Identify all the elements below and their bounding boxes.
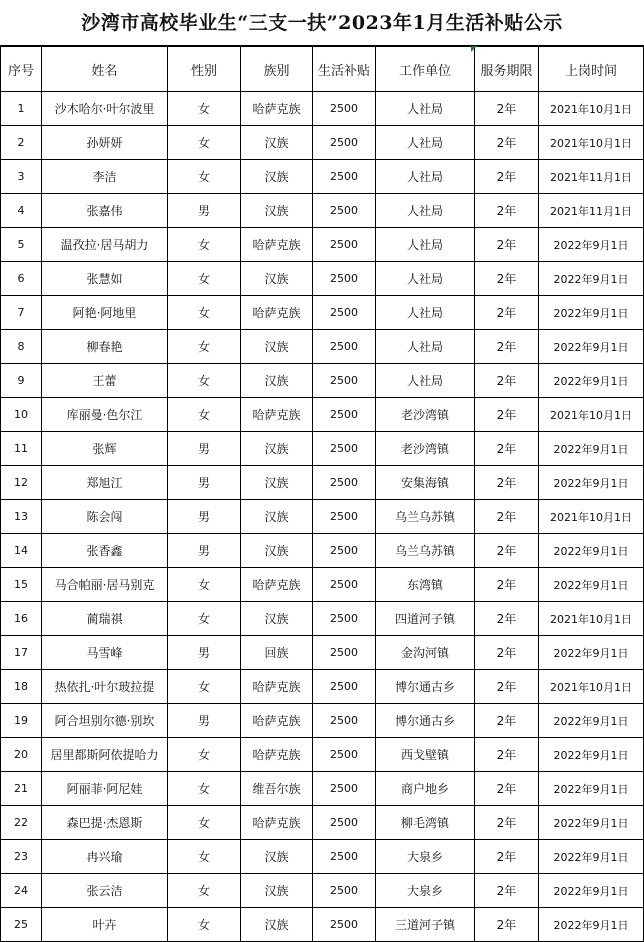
- cell-name: 王蕾: [42, 364, 168, 398]
- cell-name: 张慧如: [42, 262, 168, 296]
- cell-gender: 女: [168, 364, 241, 398]
- cell-start-date: 2021年10月1日: [539, 500, 644, 534]
- cell-work-unit: 人社局: [376, 364, 475, 398]
- cell-ethnicity: 汉族: [241, 840, 313, 874]
- cell-gender: 女: [168, 874, 241, 908]
- cell-name: 沙木哈尔·叶尔波里: [42, 92, 168, 126]
- table-row: [1, 296, 644, 330]
- cell-index: 11: [1, 432, 42, 466]
- cell-start-date: 2022年9月1日: [539, 432, 644, 466]
- cell-subsidy: 2500: [313, 670, 376, 704]
- cell-index: 3: [1, 160, 42, 194]
- cell-subsidy: 2500: [313, 840, 376, 874]
- cell-index: 21: [1, 772, 42, 806]
- cell-gender: 女: [168, 670, 241, 704]
- cell-gender: 女: [168, 602, 241, 636]
- cell-subsidy: 2500: [313, 704, 376, 738]
- cell-work-unit: 人社局: [376, 228, 475, 262]
- table-row: [1, 704, 644, 738]
- cell-work-unit: 人社局: [376, 92, 475, 126]
- cell-subsidy: 2500: [313, 160, 376, 194]
- cell-ethnicity: 汉族: [241, 330, 313, 364]
- cell-start-date: 2022年9月1日: [539, 568, 644, 602]
- cell-ethnicity: 哈萨克族: [241, 228, 313, 262]
- cell-name: 阿合坦别尔德·别坎: [42, 704, 168, 738]
- cell-subsidy: 2500: [313, 92, 376, 126]
- cell-ethnicity: 哈萨克族: [241, 398, 313, 432]
- header-subsidy: 生活补贴: [313, 47, 376, 92]
- cell-index: 10: [1, 398, 42, 432]
- cell-gender: 女: [168, 296, 241, 330]
- cell-gender: 女: [168, 330, 241, 364]
- cell-index: 19: [1, 704, 42, 738]
- table-row: [1, 126, 644, 160]
- cell-start-date: 2021年10月1日: [539, 670, 644, 704]
- cell-index: 4: [1, 194, 42, 228]
- cell-subsidy: 2500: [313, 398, 376, 432]
- header-service-term: 服务期限: [475, 47, 539, 92]
- cell-work-unit: 博尔通古乡: [376, 704, 475, 738]
- cell-name: 郑旭江: [42, 466, 168, 500]
- header-ethnicity: 族别: [241, 47, 313, 92]
- table-row: [1, 602, 644, 636]
- cell-name: 森巴提·杰恩斯: [42, 806, 168, 840]
- cell-ethnicity: 哈萨克族: [241, 568, 313, 602]
- cell-name: 冉兴瑜: [42, 840, 168, 874]
- cell-work-unit: 乌兰乌苏镇: [376, 534, 475, 568]
- cell-start-date: 2021年11月1日: [539, 160, 644, 194]
- cell-work-unit: 博尔通古乡: [376, 670, 475, 704]
- cell-service-term: 2年: [475, 398, 539, 432]
- cell-start-date: 2022年9月1日: [539, 874, 644, 908]
- cell-ethnicity: 汉族: [241, 126, 313, 160]
- cell-ethnicity: 汉族: [241, 160, 313, 194]
- table-row: [1, 806, 644, 840]
- table-row: [1, 772, 644, 806]
- cell-service-term: 2年: [475, 228, 539, 262]
- cell-gender: 女: [168, 92, 241, 126]
- cell-name: 李洁: [42, 160, 168, 194]
- cell-work-unit: 人社局: [376, 160, 475, 194]
- table-row: [1, 908, 644, 942]
- cell-gender: 女: [168, 840, 241, 874]
- cell-work-unit: 安集海镇: [376, 466, 475, 500]
- header-index: 序号: [1, 47, 42, 92]
- cell-work-unit: 人社局: [376, 330, 475, 364]
- cell-index: 12: [1, 466, 42, 500]
- cell-ethnicity: 维吾尔族: [241, 772, 313, 806]
- cell-subsidy: 2500: [313, 602, 376, 636]
- cell-ethnicity: 哈萨克族: [241, 704, 313, 738]
- cell-service-term: 2年: [475, 296, 539, 330]
- cell-service-term: 2年: [475, 194, 539, 228]
- header-gender: 性别: [168, 47, 241, 92]
- cell-name: 张嘉伟: [42, 194, 168, 228]
- cell-work-unit: 乌兰乌苏镇: [376, 500, 475, 534]
- cell-subsidy: 2500: [313, 806, 376, 840]
- cell-name: 蔺瑞祺: [42, 602, 168, 636]
- cell-work-unit: 金沟河镇: [376, 636, 475, 670]
- cell-subsidy: 2500: [313, 126, 376, 160]
- table-row: [1, 670, 644, 704]
- cell-service-term: 2年: [475, 670, 539, 704]
- cell-work-unit: 东湾镇: [376, 568, 475, 602]
- cell-index: 1: [1, 92, 42, 126]
- cell-index: 13: [1, 500, 42, 534]
- cell-name: 居里都斯阿依提哈力: [42, 738, 168, 772]
- cell-subsidy: 2500: [313, 194, 376, 228]
- cell-start-date: 2022年9月1日: [539, 772, 644, 806]
- cell-gender: 男: [168, 194, 241, 228]
- cell-start-date: 2022年9月1日: [539, 738, 644, 772]
- cell-ethnicity: 汉族: [241, 262, 313, 296]
- cell-service-term: 2年: [475, 432, 539, 466]
- table-row: [1, 398, 644, 432]
- cell-ethnicity: 汉族: [241, 534, 313, 568]
- cell-service-term: 2年: [475, 738, 539, 772]
- cell-work-unit: 大泉乡: [376, 874, 475, 908]
- cell-subsidy: 2500: [313, 772, 376, 806]
- cell-ethnicity: 汉族: [241, 194, 313, 228]
- cell-start-date: 2022年9月1日: [539, 466, 644, 500]
- cell-gender: 男: [168, 432, 241, 466]
- table-header-row: [1, 47, 644, 92]
- cell-subsidy: 2500: [313, 738, 376, 772]
- table-row: [1, 636, 644, 670]
- cell-index: 24: [1, 874, 42, 908]
- cell-gender: 男: [168, 534, 241, 568]
- cell-ethnicity: 汉族: [241, 466, 313, 500]
- cell-name: 温孜拉·居马胡力: [42, 228, 168, 262]
- cell-index: 14: [1, 534, 42, 568]
- cell-start-date: 2021年10月1日: [539, 92, 644, 126]
- cell-name: 马合帕丽·居马别克: [42, 568, 168, 602]
- cell-gender: 女: [168, 806, 241, 840]
- cell-subsidy: 2500: [313, 296, 376, 330]
- cell-work-unit: 柳毛湾镇: [376, 806, 475, 840]
- cell-index: 18: [1, 670, 42, 704]
- cell-index: 7: [1, 296, 42, 330]
- cell-service-term: 2年: [475, 466, 539, 500]
- cell-service-term: 2年: [475, 262, 539, 296]
- cell-work-unit: 大泉乡: [376, 840, 475, 874]
- cell-ethnicity: 汉族: [241, 874, 313, 908]
- cell-name: 库丽曼·色尔江: [42, 398, 168, 432]
- header-name: 姓名: [42, 47, 168, 92]
- cell-work-unit: 商户地乡: [376, 772, 475, 806]
- cell-subsidy: 2500: [313, 364, 376, 398]
- cell-gender: 女: [168, 160, 241, 194]
- cell-name: 叶卉: [42, 908, 168, 942]
- cell-ethnicity: 哈萨克族: [241, 670, 313, 704]
- cell-service-term: 2年: [475, 908, 539, 942]
- cell-index: 2: [1, 126, 42, 160]
- cell-index: 23: [1, 840, 42, 874]
- cell-service-term: 2年: [475, 840, 539, 874]
- cell-index: 5: [1, 228, 42, 262]
- cell-work-unit: 老沙湾镇: [376, 398, 475, 432]
- table-row: [1, 840, 644, 874]
- cell-index: 17: [1, 636, 42, 670]
- table-row: [1, 568, 644, 602]
- cell-gender: 男: [168, 704, 241, 738]
- cell-work-unit: 三道河子镇: [376, 908, 475, 942]
- table-row: [1, 874, 644, 908]
- cell-subsidy: 2500: [313, 228, 376, 262]
- cell-service-term: 2年: [475, 160, 539, 194]
- cell-name: 张云洁: [42, 874, 168, 908]
- table-row: [1, 534, 644, 568]
- cell-gender: 男: [168, 500, 241, 534]
- cell-start-date: 2022年9月1日: [539, 636, 644, 670]
- table-row: [1, 738, 644, 772]
- cell-name: 柳春艳: [42, 330, 168, 364]
- cell-start-date: 2022年9月1日: [539, 296, 644, 330]
- cell-service-term: 2年: [475, 534, 539, 568]
- subsidy-table: [0, 46, 644, 942]
- table-row: [1, 160, 644, 194]
- cell-gender: 男: [168, 466, 241, 500]
- cell-service-term: 2年: [475, 126, 539, 160]
- cell-name: 张香鑫: [42, 534, 168, 568]
- cell-gender: 女: [168, 568, 241, 602]
- cell-subsidy: 2500: [313, 908, 376, 942]
- table-row: [1, 466, 644, 500]
- cell-index: 9: [1, 364, 42, 398]
- cell-service-term: 2年: [475, 636, 539, 670]
- table-row: [1, 228, 644, 262]
- cell-name: 阿丽菲·阿尼娃: [42, 772, 168, 806]
- cell-start-date: 2022年9月1日: [539, 806, 644, 840]
- cell-service-term: 2年: [475, 568, 539, 602]
- cell-start-date: 2021年11月1日: [539, 194, 644, 228]
- table-row: [1, 262, 644, 296]
- cell-service-term: 2年: [475, 772, 539, 806]
- cell-name: 陈会闯: [42, 500, 168, 534]
- cell-gender: 女: [168, 738, 241, 772]
- cell-start-date: 2022年9月1日: [539, 262, 644, 296]
- cell-start-date: 2022年9月1日: [539, 228, 644, 262]
- cell-work-unit: 人社局: [376, 126, 475, 160]
- cell-gender: 女: [168, 126, 241, 160]
- cell-service-term: 2年: [475, 500, 539, 534]
- cell-index: 22: [1, 806, 42, 840]
- table-row: [1, 432, 644, 466]
- cell-ethnicity: 哈萨克族: [241, 296, 313, 330]
- cell-gender: 女: [168, 772, 241, 806]
- cell-service-term: 2年: [475, 364, 539, 398]
- cell-ethnicity: 汉族: [241, 500, 313, 534]
- cell-start-date: 2021年10月1日: [539, 602, 644, 636]
- cell-subsidy: 2500: [313, 262, 376, 296]
- cell-start-date: 2022年9月1日: [539, 840, 644, 874]
- table-row: [1, 194, 644, 228]
- table-row: [1, 330, 644, 364]
- cell-gender: 女: [168, 908, 241, 942]
- cell-service-term: 2年: [475, 92, 539, 126]
- cell-ethnicity: 汉族: [241, 364, 313, 398]
- cell-index: 8: [1, 330, 42, 364]
- cell-work-unit: 西戈壁镇: [376, 738, 475, 772]
- cell-service-term: 2年: [475, 330, 539, 364]
- cell-service-term: 2年: [475, 704, 539, 738]
- cell-gender: 女: [168, 228, 241, 262]
- cell-ethnicity: 汉族: [241, 908, 313, 942]
- cell-comment-indicator: [471, 46, 477, 52]
- cell-subsidy: 2500: [313, 432, 376, 466]
- cell-name: 阿艳·阿地里: [42, 296, 168, 330]
- cell-service-term: 2年: [475, 602, 539, 636]
- cell-ethnicity: 回族: [241, 636, 313, 670]
- cell-name: 孙妍妍: [42, 126, 168, 160]
- cell-subsidy: 2500: [313, 330, 376, 364]
- cell-gender: 女: [168, 398, 241, 432]
- cell-name: 马雪峰: [42, 636, 168, 670]
- cell-ethnicity: 哈萨克族: [241, 806, 313, 840]
- cell-work-unit: 人社局: [376, 262, 475, 296]
- cell-index: 25: [1, 908, 42, 942]
- cell-start-date: 2022年9月1日: [539, 534, 644, 568]
- cell-ethnicity: 哈萨克族: [241, 738, 313, 772]
- cell-subsidy: 2500: [313, 636, 376, 670]
- cell-subsidy: 2500: [313, 466, 376, 500]
- cell-subsidy: 2500: [313, 534, 376, 568]
- cell-work-unit: 老沙湾镇: [376, 432, 475, 466]
- cell-service-term: 2年: [475, 806, 539, 840]
- header-start-date: 上岗时间: [539, 47, 644, 92]
- cell-index: 20: [1, 738, 42, 772]
- cell-start-date: 2021年10月1日: [539, 398, 644, 432]
- cell-index: 6: [1, 262, 42, 296]
- cell-gender: 男: [168, 636, 241, 670]
- header-work-unit: 工作单位: [376, 47, 475, 92]
- cell-name: 张辉: [42, 432, 168, 466]
- table-row: [1, 364, 644, 398]
- cell-ethnicity: 哈萨克族: [241, 92, 313, 126]
- table-row: [1, 92, 644, 126]
- cell-work-unit: 人社局: [376, 296, 475, 330]
- page-title: 沙湾市高校毕业生“三支一扶”2023年1月生活补贴公示: [0, 0, 644, 46]
- cell-index: 15: [1, 568, 42, 602]
- cell-subsidy: 2500: [313, 500, 376, 534]
- cell-service-term: 2年: [475, 874, 539, 908]
- cell-work-unit: 人社局: [376, 194, 475, 228]
- cell-index: 16: [1, 602, 42, 636]
- cell-ethnicity: 汉族: [241, 432, 313, 466]
- cell-subsidy: 2500: [313, 874, 376, 908]
- cell-start-date: 2022年9月1日: [539, 704, 644, 738]
- table-row: [1, 500, 644, 534]
- cell-ethnicity: 汉族: [241, 602, 313, 636]
- cell-start-date: 2021年10月1日: [539, 126, 644, 160]
- cell-start-date: 2022年9月1日: [539, 364, 644, 398]
- cell-subsidy: 2500: [313, 568, 376, 602]
- cell-start-date: 2022年9月1日: [539, 330, 644, 364]
- cell-gender: 女: [168, 262, 241, 296]
- cell-start-date: 2022年9月1日: [539, 908, 644, 942]
- cell-work-unit: 四道河子镇: [376, 602, 475, 636]
- cell-name: 热依扎·叶尔玻拉提: [42, 670, 168, 704]
